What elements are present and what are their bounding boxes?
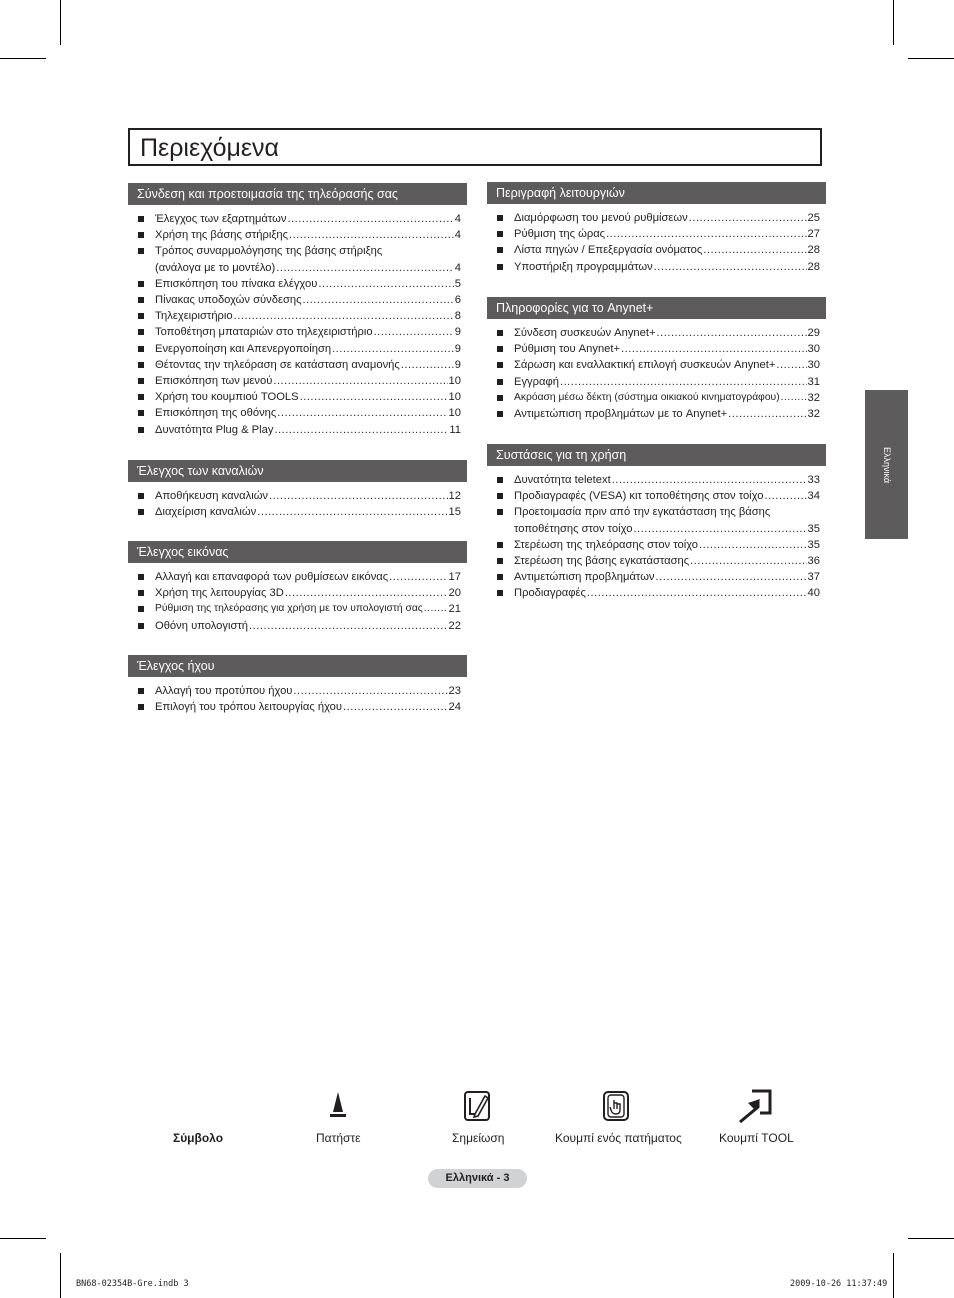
- bullet-icon: [138, 623, 144, 629]
- bullet-icon: [138, 297, 144, 303]
- toc-entry-page: 29: [807, 327, 820, 339]
- footer-file-info: BN68-02354B-Gre.indb 3: [76, 1279, 189, 1289]
- leader-dots: [276, 260, 454, 276]
- toc-entry-text: Ρύθμιση της τηλεόρασης για χρήση με τον υπολογιστή σας: [155, 603, 423, 615]
- toc-entry-page: 9: [454, 358, 461, 371]
- crop-mark: [908, 58, 954, 59]
- toc-section-features: [487, 182, 826, 275]
- toc-entry-page: 32: [807, 408, 820, 421]
- leader-dots: [776, 357, 806, 373]
- leader-dots: [277, 405, 447, 421]
- leader-dots: [374, 324, 454, 340]
- bullet-icon: [138, 410, 144, 416]
- crop-mark: [60, 1253, 61, 1298]
- toc-entry[interactable]: [128, 276, 467, 292]
- toc-entry-page: 30: [807, 359, 820, 372]
- toc-entry-page: 21: [448, 603, 461, 616]
- toc-entry-text: Αλλαγή του προτύπου ήχου: [155, 685, 293, 697]
- leader-dots: [690, 553, 806, 569]
- press-icon: [329, 1090, 347, 1120]
- toc-list: [128, 211, 467, 438]
- toc-entry[interactable]: [128, 308, 467, 324]
- leader-dots: [274, 422, 448, 438]
- one-touch-button-icon: [602, 1090, 630, 1122]
- bullet-icon: [138, 248, 144, 254]
- toc-entry[interactable]: [128, 569, 467, 585]
- toc-entry-text: Διαχείριση καναλιών: [155, 506, 257, 519]
- toc-section-connection: [128, 183, 467, 438]
- leader-dots: [654, 259, 807, 275]
- leader-dots: [285, 585, 448, 601]
- toc-entry-page: 17: [448, 571, 461, 583]
- toc-entry[interactable]: [128, 357, 467, 373]
- toc-entry-text: Ρύθμιση της ώρας: [514, 228, 606, 241]
- toc-entry-page: 6: [454, 294, 461, 307]
- leader-dots: [401, 357, 454, 373]
- toc-entry-page: 28: [807, 260, 820, 273]
- toc-entry-text: Προδιαγραφές: [514, 587, 586, 600]
- leader-dots: [656, 569, 807, 585]
- bullet-icon: [497, 379, 503, 385]
- toc-entry-page: 20: [448, 587, 461, 600]
- toc-section-channels: [128, 460, 467, 520]
- leader-dots: [302, 292, 453, 308]
- toc-entry-text: Χρήση της βάσης στήριξης: [155, 229, 288, 242]
- leader-dots: [703, 242, 806, 258]
- toc-entry-text: Σύνδεση συσκευών Anynet+: [514, 327, 656, 339]
- toc-entry-page: 35: [807, 538, 820, 551]
- bullet-icon: [138, 427, 144, 433]
- bullet-icon: [497, 411, 503, 417]
- toc-entry-page: 10: [448, 375, 461, 388]
- leader-dots: [389, 569, 447, 585]
- toc-entry-page: 8: [454, 310, 461, 323]
- bullet-icon: [497, 231, 503, 237]
- leader-dots: [621, 341, 807, 357]
- section-heading: Έλεγχος εικόνας: [128, 541, 467, 563]
- toc-entry[interactable]: [128, 601, 467, 617]
- bullet-icon: [497, 542, 503, 548]
- toc-entry-page: 33: [807, 474, 820, 486]
- legend-tool-label: Κουμπί TOOL: [719, 1131, 794, 1145]
- leader-dots: [234, 308, 454, 324]
- leader-dots: [249, 618, 448, 634]
- leader-dots: [257, 504, 447, 520]
- toc-entry[interactable]: [128, 422, 467, 438]
- toc-entry-page: 4: [454, 229, 461, 242]
- leader-dots: [424, 601, 448, 617]
- toc-entry[interactable]: [487, 210, 826, 226]
- toc-entry-text: Οθόνη υπολογιστή: [155, 619, 249, 632]
- toc-entry[interactable]: [128, 324, 467, 340]
- toc-entry-page: 23: [448, 685, 461, 697]
- toc-entry-text: Αντιμετώπιση προβλημάτων: [514, 571, 655, 584]
- toc-entry-page: 34: [807, 490, 820, 503]
- toc-entry[interactable]: [487, 374, 826, 390]
- toc-list: [487, 472, 826, 602]
- toc-entry-page: 31: [807, 375, 820, 388]
- toc-entry[interactable]: [487, 357, 826, 373]
- toc-entry-page: 25: [807, 212, 820, 224]
- toc-list: [128, 569, 467, 634]
- page-title: Περιεχόμενα: [140, 134, 279, 162]
- section-heading: Έλεγχος των καναλιών: [128, 460, 467, 482]
- toc-entry[interactable]: [128, 211, 467, 227]
- leader-dots: [300, 389, 448, 405]
- toc-section-picture: [128, 541, 467, 634]
- toc-entry[interactable]: [128, 292, 467, 308]
- toc-entry-text: Πίνακας υποδοχών σύνδεσης: [155, 294, 302, 307]
- toc-entry[interactable]: [128, 227, 467, 243]
- toc-entry-text: Δυνατότητα teletext: [514, 474, 611, 486]
- bullet-icon: [497, 362, 503, 368]
- toc-entry-page: 27: [807, 228, 820, 241]
- leader-dots: [699, 537, 807, 553]
- bullet-icon: [497, 247, 503, 253]
- toc-entry[interactable]: [487, 390, 826, 406]
- side-tab-label: Ελληνικά: [881, 446, 892, 483]
- bullet-icon: [138, 509, 144, 515]
- toc-entry-page: 4: [454, 261, 461, 274]
- toc-entry[interactable]: [487, 537, 826, 553]
- leader-dots: [293, 683, 447, 699]
- toc-entry[interactable]: [128, 699, 467, 715]
- toc-entry-text: Λίστα πηγών / Επεξεργασία ονόματος: [514, 244, 703, 257]
- toc-list: [487, 210, 826, 275]
- leader-dots: [657, 325, 807, 341]
- toc-entry-page: 24: [448, 701, 461, 714]
- bullet-icon: [497, 330, 503, 336]
- toc-entry-text: Επιλογή του τρόπου λειτουργίας ήχου: [155, 701, 343, 714]
- section-heading: Περιγραφή λειτουργιών: [487, 182, 826, 204]
- toc-entry[interactable]: [487, 325, 826, 341]
- section-heading: Συστάσεις για τη χρήση: [487, 444, 826, 466]
- leader-dots: [612, 472, 807, 488]
- toc-entry[interactable]: [128, 488, 467, 504]
- toc-entry-page: 32: [807, 391, 820, 404]
- leader-dots: [728, 406, 806, 422]
- toc-entry[interactable]: [128, 585, 467, 601]
- toc-entry-text: Αντιμετώπιση προβλημάτων με το Anynet+: [514, 408, 728, 421]
- toc-entry[interactable]: [128, 373, 467, 389]
- toc-entry-text: Τρόπος συναρμολόγησης της βάσης στήριξης: [155, 245, 383, 258]
- toc-entry[interactable]: [487, 406, 826, 422]
- toc-entry-page: 11: [449, 423, 461, 436]
- toc-entry[interactable]: [487, 504, 826, 536]
- footer-datetime: 2009-10-26 11:37:49: [790, 1279, 888, 1289]
- toc-entry-page: 10: [448, 391, 461, 404]
- bullet-icon: [138, 232, 144, 238]
- toc-entry[interactable]: [128, 389, 467, 405]
- leader-dots: [332, 341, 454, 357]
- toc-entry-page: 9: [454, 342, 461, 355]
- legend-symbol-label: Σύμβολο: [173, 1131, 224, 1145]
- toc-entry-page: 5: [454, 277, 461, 290]
- toc-entry-text: Ρύθμιση του Anynet+: [514, 343, 621, 356]
- bullet-icon: [497, 574, 503, 580]
- toc-entry[interactable]: [487, 259, 826, 275]
- toc-entry-page: 22: [448, 619, 461, 632]
- bullet-icon: [138, 346, 144, 352]
- leader-dots: [781, 390, 807, 406]
- toc-entry[interactable]: [487, 242, 826, 258]
- tool-button-icon: [738, 1089, 774, 1123]
- legend-note-label: Σημείωση: [452, 1131, 505, 1145]
- leader-dots: [273, 373, 447, 389]
- toc-entry[interactable]: [487, 226, 826, 242]
- toc-entry-text: Ακρόαση μέσω δέκτη (σύστημα οικιακού κινηματογράφου): [514, 391, 780, 403]
- bullet-icon: [138, 394, 144, 400]
- toc-entry-text: Σάρωση και εναλλακτική επιλογή συσκευών Anynet+: [514, 359, 776, 372]
- bullet-icon: [138, 329, 144, 335]
- toc-entry-text: Θέτοντας την τηλεόραση σε κατάσταση αναμονής: [155, 358, 400, 371]
- toc-entry[interactable]: [487, 341, 826, 357]
- bullet-icon: [497, 493, 503, 499]
- toc-entry-text: Στερέωση της βάσης εγκατάστασης: [514, 555, 690, 568]
- toc-section-anynet: [487, 297, 826, 422]
- toc-entry-text: Επισκόπηση της οθόνης: [155, 407, 277, 420]
- toc-entry-text: Προετοιμασία πριν από την εγκατάσταση της βάσης: [514, 506, 771, 519]
- leader-dots: [587, 585, 807, 601]
- bullet-icon: [138, 704, 144, 710]
- toc-list: [128, 488, 467, 520]
- section-heading: Πληροφορίες για το Anynet+: [487, 297, 826, 319]
- bullet-icon: [138, 281, 144, 287]
- section-heading: Σύνδεση και προετοιμασία της τηλεόρασής σας: [128, 183, 467, 205]
- page-number-badge: Ελληνικά - 3: [428, 1169, 527, 1188]
- toc-entry-page: 15: [448, 506, 461, 519]
- toc-section-recommendations: [487, 444, 826, 602]
- leader-dots: [689, 210, 807, 226]
- toc-entry-page: 30: [807, 343, 820, 356]
- toc-list: [487, 325, 826, 422]
- note-icon: [463, 1090, 493, 1122]
- bullet-icon: [138, 606, 144, 612]
- toc-entry-page: 4: [454, 213, 461, 225]
- bullet-icon: [138, 574, 144, 580]
- bullet-icon: [497, 395, 503, 401]
- bullet-icon: [138, 590, 144, 596]
- bullet-icon: [138, 313, 144, 319]
- bullet-icon: [497, 346, 503, 352]
- toc-entry[interactable]: [128, 341, 467, 357]
- toc-entry-text: Τηλεχειριστήριο: [155, 310, 233, 323]
- toc-entry-text-cont: τοποθέτησης στον τοίχο: [514, 522, 633, 535]
- toc-entry-text: Αλλαγή και επαναφορά των ρυθμίσεων εικόνας: [155, 571, 389, 583]
- legend-one-touch-label: Κουμπί ενός πατήματος: [555, 1131, 682, 1145]
- toc-entry-text: Αποθήκευση καναλιών: [155, 490, 269, 502]
- leader-dots: [318, 276, 453, 292]
- toc-entry[interactable]: [128, 405, 467, 421]
- toc-entry-text: Τοποθέτηση μπαταριών στο τηλεχειριστήριο: [155, 326, 373, 339]
- toc-entry-text: Δυνατότητα Plug & Play: [155, 423, 274, 436]
- toc-entry-text: Εγγραφή: [514, 375, 559, 388]
- crop-mark: [893, 0, 894, 45]
- leader-dots: [287, 211, 453, 227]
- toc-entry-text: Επισκόπηση των μενού: [155, 375, 273, 388]
- toc-entry-text: Έλεγχος των εξαρτημάτων: [155, 213, 287, 225]
- language-side-tab: [865, 390, 908, 539]
- toc-entry-text: Διαμόρφωση του μενού ρυθμίσεων: [514, 212, 688, 224]
- bullet-icon: [497, 558, 503, 564]
- leader-dots: [606, 226, 806, 242]
- bullet-icon: [497, 264, 503, 270]
- toc-entry-page: 37: [807, 571, 820, 584]
- leader-dots: [343, 699, 448, 715]
- bullet-icon: [497, 215, 503, 221]
- bullet-icon: [497, 477, 503, 483]
- crop-mark: [60, 0, 61, 45]
- toc-entry-text: Χρήση της λειτουργίας 3D: [155, 587, 284, 600]
- toc-entry-text: Στερέωση της τηλεόρασης στον τοίχο: [514, 538, 699, 551]
- leader-dots: [764, 488, 806, 504]
- section-heading: Έλεγχος ήχου: [128, 655, 467, 677]
- toc-entry[interactable]: [128, 683, 467, 699]
- toc-entry-text: Ενεργοποίηση και Απενεργοποίηση: [155, 342, 332, 355]
- toc-entry-page: 40: [807, 587, 820, 600]
- toc-entry-page: 35: [807, 522, 820, 535]
- toc-entry-page: 9: [454, 326, 461, 339]
- toc-entry[interactable]: [487, 585, 826, 601]
- legend-press-label: Πατήστε: [316, 1131, 361, 1145]
- toc-entry[interactable]: [128, 504, 467, 520]
- toc-entry-page: 12: [448, 490, 461, 502]
- crop-mark: [893, 1253, 894, 1298]
- toc-list: [128, 683, 467, 715]
- toc-entry-text: Προδιαγραφές (VESA) κιτ τοποθέτησης στον τοίχο: [514, 490, 764, 503]
- bullet-icon: [497, 590, 503, 596]
- crop-mark: [908, 1238, 954, 1239]
- toc-entry[interactable]: [128, 618, 467, 634]
- title-box: [128, 128, 822, 166]
- toc-entry-text: Επισκόπηση του πίνακα ελέγχου: [155, 277, 318, 290]
- toc-entry[interactable]: [128, 243, 467, 275]
- toc-entry[interactable]: [487, 553, 826, 569]
- bullet-icon: [138, 362, 144, 368]
- toc-entry[interactable]: [487, 472, 826, 488]
- toc-entry-text-cont: (ανάλογα με το μοντέλο): [155, 261, 276, 274]
- toc-entry[interactable]: [487, 569, 826, 585]
- toc-entry[interactable]: [487, 488, 826, 504]
- toc-entry-text: Χρήση του κουμπιού TOOLS: [155, 391, 299, 404]
- leader-dots: [289, 227, 454, 243]
- bullet-icon: [138, 378, 144, 384]
- toc-entry-text: Υποστήριξη προγραμμάτων: [514, 260, 653, 273]
- bullet-icon: [138, 493, 144, 499]
- crop-mark: [0, 58, 46, 59]
- leader-dots: [269, 488, 448, 504]
- leader-dots: [633, 521, 806, 537]
- toc-entry-page: 10: [448, 407, 461, 420]
- leader-dots: [560, 374, 807, 390]
- toc-section-sound: [128, 655, 467, 715]
- crop-mark: [0, 1238, 46, 1239]
- bullet-icon: [497, 509, 503, 515]
- toc-entry-page: 28: [807, 244, 820, 257]
- bullet-icon: [138, 216, 144, 222]
- bullet-icon: [138, 688, 144, 694]
- toc-entry-page: 36: [807, 555, 820, 568]
